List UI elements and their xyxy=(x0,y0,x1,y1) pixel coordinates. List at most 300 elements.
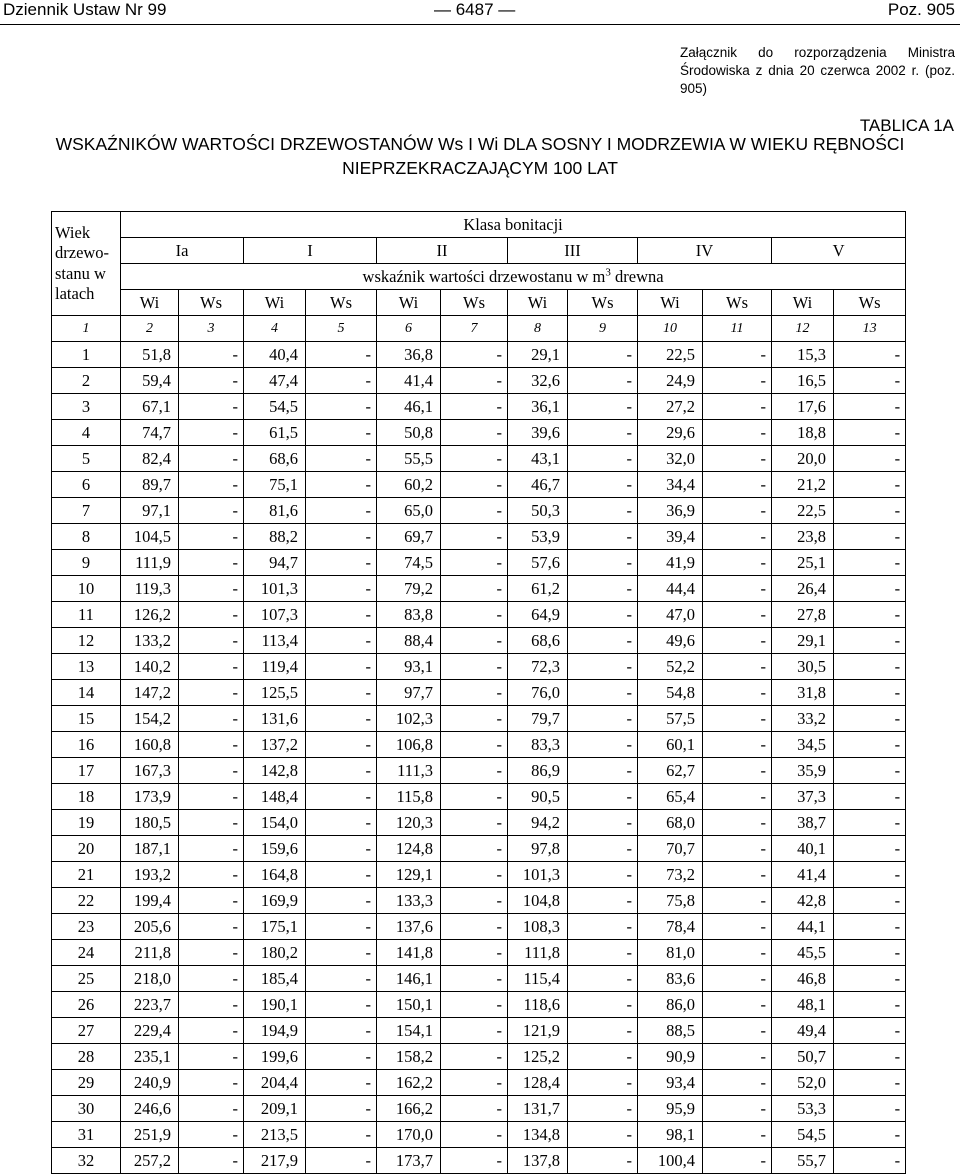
ws-cell: - xyxy=(834,706,906,732)
wi-cell: 120,3 xyxy=(377,810,441,836)
wi-cell: 148,4 xyxy=(244,784,306,810)
wi-cell: 175,1 xyxy=(244,914,306,940)
wi-cell: 55,5 xyxy=(377,446,441,472)
wi-cell: 129,1 xyxy=(377,862,441,888)
table-row xyxy=(52,576,906,602)
wi-cell: 159,6 xyxy=(244,836,306,862)
ws-cell: - xyxy=(441,966,508,992)
table-row xyxy=(52,940,906,966)
ws-cell: - xyxy=(441,810,508,836)
wi-cell: 32,0 xyxy=(638,446,703,472)
ws-cell: - xyxy=(834,966,906,992)
ws-cell: - xyxy=(179,446,244,472)
wi-cell: 111,9 xyxy=(121,550,179,576)
wi-cell: 57,6 xyxy=(508,550,568,576)
ws-cell: - xyxy=(568,1018,638,1044)
ws-cell: - xyxy=(834,1122,906,1148)
wi-cell: 41,4 xyxy=(377,368,441,394)
ws-cell: - xyxy=(441,914,508,940)
age-cell: 32 xyxy=(52,1148,121,1174)
wi-cell: 246,6 xyxy=(121,1096,179,1122)
wi-cell: 52,0 xyxy=(772,1070,834,1096)
ws-cell: - xyxy=(306,966,377,992)
age-cell: 25 xyxy=(52,966,121,992)
ws-cell: - xyxy=(306,706,377,732)
wi-cell: 64,9 xyxy=(508,602,568,628)
ws-cell: - xyxy=(834,1044,906,1070)
wi-cell: 173,7 xyxy=(377,1148,441,1174)
ws-cell: - xyxy=(834,1148,906,1174)
ws-cell: - xyxy=(568,602,638,628)
wi-cell: 107,3 xyxy=(244,602,306,628)
ws-cell: - xyxy=(179,706,244,732)
wi-cell: 21,2 xyxy=(772,472,834,498)
unit-text: wskaźnik wartości drzewostanu w m xyxy=(362,266,606,286)
ws-cell: - xyxy=(834,888,906,914)
wi-cell: 53,9 xyxy=(508,524,568,550)
ws-cell: - xyxy=(834,550,906,576)
wi-cell: 20,0 xyxy=(772,446,834,472)
header-divider xyxy=(0,24,960,25)
wi-cell: 36,9 xyxy=(638,498,703,524)
wi-cell: 38,7 xyxy=(772,810,834,836)
ws-cell: - xyxy=(703,940,772,966)
ws-cell: - xyxy=(441,420,508,446)
ws-cell: - xyxy=(703,368,772,394)
ws-cell: - xyxy=(703,810,772,836)
wi-cell: 95,9 xyxy=(638,1096,703,1122)
table-row xyxy=(52,1070,906,1096)
ws-cell: - xyxy=(441,1122,508,1148)
ws-cell: - xyxy=(703,394,772,420)
ws-cell: - xyxy=(441,992,508,1018)
wi-cell: 133,2 xyxy=(121,628,179,654)
wi-cell: 74,7 xyxy=(121,420,179,446)
wi-cell: 93,4 xyxy=(638,1070,703,1096)
ws-cell: - xyxy=(703,966,772,992)
ws-cell: - xyxy=(568,914,638,940)
ws-cell: - xyxy=(441,602,508,628)
ws-cell: - xyxy=(441,1018,508,1044)
wi-cell: 119,3 xyxy=(121,576,179,602)
wi-cell: 257,2 xyxy=(121,1148,179,1174)
wi-cell: 83,6 xyxy=(638,966,703,992)
wi-cell: 235,1 xyxy=(121,1044,179,1070)
ws-cell: - xyxy=(179,1044,244,1070)
wi-cell: 101,3 xyxy=(508,862,568,888)
ws-cell: - xyxy=(568,420,638,446)
ws-cell: - xyxy=(179,342,244,368)
wi-cell: 164,8 xyxy=(244,862,306,888)
ws-cell: - xyxy=(306,732,377,758)
wi-cell: 106,8 xyxy=(377,732,441,758)
wi-column-header: Wi xyxy=(772,290,834,316)
wi-cell: 133,3 xyxy=(377,888,441,914)
wi-cell: 43,1 xyxy=(508,446,568,472)
wi-cell: 16,5 xyxy=(772,368,834,394)
table-row xyxy=(52,1044,906,1070)
wi-cell: 90,9 xyxy=(638,1044,703,1070)
ws-cell: - xyxy=(834,420,906,446)
age-header-line: drzewo- xyxy=(55,243,110,262)
table-row xyxy=(52,1018,906,1044)
ws-cell: - xyxy=(179,602,244,628)
age-cell: 9 xyxy=(52,550,121,576)
wi-cell: 76,0 xyxy=(508,680,568,706)
table-row xyxy=(52,784,906,810)
ws-cell: - xyxy=(306,888,377,914)
ws-cell: - xyxy=(703,576,772,602)
wi-cell: 137,8 xyxy=(508,1148,568,1174)
column-number: 1 xyxy=(52,316,121,342)
ws-cell: - xyxy=(568,706,638,732)
ws-cell: - xyxy=(441,576,508,602)
table-row xyxy=(52,446,906,472)
age-cell: 7 xyxy=(52,498,121,524)
ws-cell: - xyxy=(441,1044,508,1070)
ws-cell: - xyxy=(568,966,638,992)
ws-cell: - xyxy=(568,472,638,498)
ws-cell: - xyxy=(568,576,638,602)
wi-cell: 40,4 xyxy=(244,342,306,368)
wi-cell: 73,2 xyxy=(638,862,703,888)
wi-cell: 121,9 xyxy=(508,1018,568,1044)
ws-cell: - xyxy=(306,628,377,654)
ws-cell: - xyxy=(834,784,906,810)
ws-cell: - xyxy=(441,524,508,550)
age-cell: 14 xyxy=(52,680,121,706)
wi-cell: 251,9 xyxy=(121,1122,179,1148)
wi-cell: 93,1 xyxy=(377,654,441,680)
wi-cell: 52,2 xyxy=(638,654,703,680)
ws-cell: - xyxy=(306,862,377,888)
table-row xyxy=(52,706,906,732)
wi-cell: 101,3 xyxy=(244,576,306,602)
wi-cell: 199,6 xyxy=(244,1044,306,1070)
wi-cell: 18,8 xyxy=(772,420,834,446)
wi-cell: 90,5 xyxy=(508,784,568,810)
wi-cell: 31,8 xyxy=(772,680,834,706)
wi-cell: 29,6 xyxy=(638,420,703,446)
wi-cell: 22,5 xyxy=(772,498,834,524)
ws-cell: - xyxy=(568,1122,638,1148)
column-number: 7 xyxy=(441,316,508,342)
wi-cell: 68,0 xyxy=(638,810,703,836)
wi-cell: 89,7 xyxy=(121,472,179,498)
ws-cell: - xyxy=(306,758,377,784)
page-header xyxy=(0,0,960,22)
age-cell: 4 xyxy=(52,420,121,446)
ws-cell: - xyxy=(306,524,377,550)
ws-cell: - xyxy=(568,888,638,914)
wi-cell: 205,6 xyxy=(121,914,179,940)
ws-cell: - xyxy=(703,732,772,758)
age-cell: 6 xyxy=(52,472,121,498)
wi-cell: 128,4 xyxy=(508,1070,568,1096)
wi-cell: 119,4 xyxy=(244,654,306,680)
ws-cell: - xyxy=(179,1148,244,1174)
ws-cell: - xyxy=(179,784,244,810)
table-row xyxy=(52,368,906,394)
wi-cell: 27,2 xyxy=(638,394,703,420)
column-number: 10 xyxy=(638,316,703,342)
ws-cell: - xyxy=(179,888,244,914)
ws-cell: - xyxy=(441,446,508,472)
age-cell: 29 xyxy=(52,1070,121,1096)
ws-cell: - xyxy=(179,966,244,992)
ws-cell: - xyxy=(441,706,508,732)
wi-cell: 154,1 xyxy=(377,1018,441,1044)
wi-cell: 70,7 xyxy=(638,836,703,862)
ws-cell: - xyxy=(441,680,508,706)
wi-cell: 209,1 xyxy=(244,1096,306,1122)
wi-cell: 44,1 xyxy=(772,914,834,940)
age-header-line: stanu w xyxy=(55,263,106,283)
wi-cell: 190,1 xyxy=(244,992,306,1018)
ws-cell: - xyxy=(703,628,772,654)
ws-cell: - xyxy=(441,498,508,524)
ws-cell: - xyxy=(703,342,772,368)
wi-cell: 50,8 xyxy=(377,420,441,446)
wi-cell: 137,2 xyxy=(244,732,306,758)
table-row xyxy=(52,498,906,524)
wi-cell: 173,9 xyxy=(121,784,179,810)
age-cell: 27 xyxy=(52,1018,121,1044)
ws-cell: - xyxy=(306,810,377,836)
ws-cell: - xyxy=(179,394,244,420)
site-class-group-header: Klasa bonitacji xyxy=(121,212,906,238)
ws-cell: - xyxy=(306,1148,377,1174)
ws-cell: - xyxy=(703,602,772,628)
ws-cell: - xyxy=(568,524,638,550)
wi-cell: 68,6 xyxy=(244,446,306,472)
wi-cell: 36,8 xyxy=(377,342,441,368)
wi-cell: 115,8 xyxy=(377,784,441,810)
ws-cell: - xyxy=(568,784,638,810)
ws-cell: - xyxy=(703,498,772,524)
ws-cell: - xyxy=(703,1122,772,1148)
wi-cell: 199,4 xyxy=(121,888,179,914)
wi-cell: 50,3 xyxy=(508,498,568,524)
wi-column-header: Wi xyxy=(377,290,441,316)
ws-cell: - xyxy=(834,1018,906,1044)
ws-cell: - xyxy=(834,576,906,602)
ws-cell: - xyxy=(568,394,638,420)
table-row xyxy=(52,888,906,914)
wi-cell: 131,7 xyxy=(508,1096,568,1122)
ws-cell: - xyxy=(703,654,772,680)
ws-cell: - xyxy=(306,1044,377,1070)
page-title-line-2: NIEPRZEKRACZAJĄCYM 100 LAT xyxy=(342,158,618,178)
column-number: 9 xyxy=(568,316,638,342)
ws-cell: - xyxy=(703,550,772,576)
position-number: Poz. 905 xyxy=(887,0,955,19)
ws-cell: - xyxy=(441,732,508,758)
wi-cell: 223,7 xyxy=(121,992,179,1018)
ws-cell: - xyxy=(703,1148,772,1174)
wi-cell: 36,1 xyxy=(508,394,568,420)
ws-cell: - xyxy=(834,394,906,420)
wi-cell: 104,5 xyxy=(121,524,179,550)
age-cell: 24 xyxy=(52,940,121,966)
ws-cell: - xyxy=(306,576,377,602)
ws-cell: - xyxy=(834,862,906,888)
column-number: 6 xyxy=(377,316,441,342)
ws-cell: - xyxy=(834,654,906,680)
table-row xyxy=(52,524,906,550)
ws-cell: - xyxy=(179,732,244,758)
wi-cell: 213,5 xyxy=(244,1122,306,1148)
ws-cell: - xyxy=(703,836,772,862)
wi-cell: 88,4 xyxy=(377,628,441,654)
wi-cell: 86,0 xyxy=(638,992,703,1018)
age-cell: 30 xyxy=(52,1096,121,1122)
wi-cell: 185,4 xyxy=(244,966,306,992)
ws-cell: - xyxy=(568,810,638,836)
table-row xyxy=(52,966,906,992)
ws-cell: - xyxy=(179,368,244,394)
wi-cell: 170,0 xyxy=(377,1122,441,1148)
ws-cell: - xyxy=(306,1096,377,1122)
ws-cell: - xyxy=(568,862,638,888)
ws-cell: - xyxy=(441,1096,508,1122)
age-cell: 10 xyxy=(52,576,121,602)
wi-cell: 67,1 xyxy=(121,394,179,420)
page-title-line-1: WSKAŹNIKÓW WARTOŚCI DRZEWOSTANÓW Ws I Wi DLA SOSNY I MODRZEWIA W WIEKU RĘBNOŚCI xyxy=(55,134,905,154)
ws-cell: - xyxy=(568,654,638,680)
wi-cell: 74,5 xyxy=(377,550,441,576)
table-row xyxy=(52,914,906,940)
ws-cell: - xyxy=(441,368,508,394)
ws-cell: - xyxy=(441,784,508,810)
ws-cell: - xyxy=(306,446,377,472)
wi-cell: 68,6 xyxy=(508,628,568,654)
wi-cell: 62,7 xyxy=(638,758,703,784)
table-row xyxy=(52,862,906,888)
table-row xyxy=(52,992,906,1018)
ws-cell: - xyxy=(834,732,906,758)
ws-cell: - xyxy=(179,862,244,888)
column-number: 4 xyxy=(244,316,306,342)
wi-cell: 180,2 xyxy=(244,940,306,966)
wi-cell: 32,6 xyxy=(508,368,568,394)
wi-cell: 35,9 xyxy=(772,758,834,784)
ws-cell: - xyxy=(306,498,377,524)
table-row xyxy=(52,1122,906,1148)
ws-cell: - xyxy=(834,1096,906,1122)
age-cell: 16 xyxy=(52,732,121,758)
page-number: — 6487 — xyxy=(434,0,516,19)
site-class-header: V xyxy=(772,238,906,264)
ws-cell: - xyxy=(568,680,638,706)
wi-cell: 39,4 xyxy=(638,524,703,550)
ws-cell: - xyxy=(441,888,508,914)
wi-cell: 166,2 xyxy=(377,1096,441,1122)
wi-cell: 102,3 xyxy=(377,706,441,732)
ws-cell: - xyxy=(179,810,244,836)
column-number: 8 xyxy=(508,316,568,342)
wi-cell: 118,6 xyxy=(508,992,568,1018)
ws-cell: - xyxy=(568,550,638,576)
age-cell: 12 xyxy=(52,628,121,654)
ws-cell: - xyxy=(179,1018,244,1044)
table-row xyxy=(52,732,906,758)
ws-cell: - xyxy=(568,498,638,524)
wi-cell: 60,2 xyxy=(377,472,441,498)
ws-cell: - xyxy=(834,1070,906,1096)
wi-cell: 150,1 xyxy=(377,992,441,1018)
ws-cell: - xyxy=(306,1018,377,1044)
ws-cell: - xyxy=(179,576,244,602)
ws-cell: - xyxy=(703,1096,772,1122)
column-number: 3 xyxy=(179,316,244,342)
wi-cell: 111,3 xyxy=(377,758,441,784)
wi-cell: 23,8 xyxy=(772,524,834,550)
wi-cell: 45,5 xyxy=(772,940,834,966)
ws-cell: - xyxy=(179,654,244,680)
ws-cell: - xyxy=(703,758,772,784)
wi-cell: 54,5 xyxy=(772,1122,834,1148)
ws-cell: - xyxy=(568,628,638,654)
age-cell: 22 xyxy=(52,888,121,914)
ws-cell: - xyxy=(703,1044,772,1070)
ws-cell: - xyxy=(441,472,508,498)
wi-cell: 34,4 xyxy=(638,472,703,498)
wi-cell: 79,7 xyxy=(508,706,568,732)
ws-column-header: Ws xyxy=(703,290,772,316)
ws-cell: - xyxy=(568,992,638,1018)
wi-cell: 54,8 xyxy=(638,680,703,706)
wi-cell: 61,2 xyxy=(508,576,568,602)
ws-cell: - xyxy=(306,1122,377,1148)
value-index-table xyxy=(51,211,906,1174)
wi-cell: 134,8 xyxy=(508,1122,568,1148)
wi-cell: 22,5 xyxy=(638,342,703,368)
unit-superscript: 3 xyxy=(605,266,611,278)
wi-cell: 211,8 xyxy=(121,940,179,966)
wi-cell: 104,8 xyxy=(508,888,568,914)
wi-cell: 72,3 xyxy=(508,654,568,680)
column-number: 5 xyxy=(306,316,377,342)
ws-cell: - xyxy=(306,602,377,628)
age-cell: 19 xyxy=(52,810,121,836)
wi-cell: 88,5 xyxy=(638,1018,703,1044)
ws-cell: - xyxy=(441,394,508,420)
ws-cell: - xyxy=(703,706,772,732)
ws-cell: - xyxy=(703,1070,772,1096)
wi-cell: 218,0 xyxy=(121,966,179,992)
wi-cell: 78,4 xyxy=(638,914,703,940)
ws-column-header: Ws xyxy=(306,290,377,316)
site-class-header: III xyxy=(508,238,638,264)
ws-cell: - xyxy=(179,940,244,966)
age-cell: 28 xyxy=(52,1044,121,1070)
wi-cell: 82,4 xyxy=(121,446,179,472)
ws-cell: - xyxy=(441,758,508,784)
wi-cell: 33,2 xyxy=(772,706,834,732)
wi-cell: 194,9 xyxy=(244,1018,306,1044)
ws-cell: - xyxy=(179,1122,244,1148)
wi-cell: 142,8 xyxy=(244,758,306,784)
age-cell: 1 xyxy=(52,342,121,368)
ws-cell: - xyxy=(179,758,244,784)
ws-cell: - xyxy=(179,472,244,498)
ws-cell: - xyxy=(568,446,638,472)
ws-cell: - xyxy=(834,368,906,394)
age-cell: 17 xyxy=(52,758,121,784)
unit-tail: drewna xyxy=(610,266,664,286)
ws-cell: - xyxy=(834,498,906,524)
